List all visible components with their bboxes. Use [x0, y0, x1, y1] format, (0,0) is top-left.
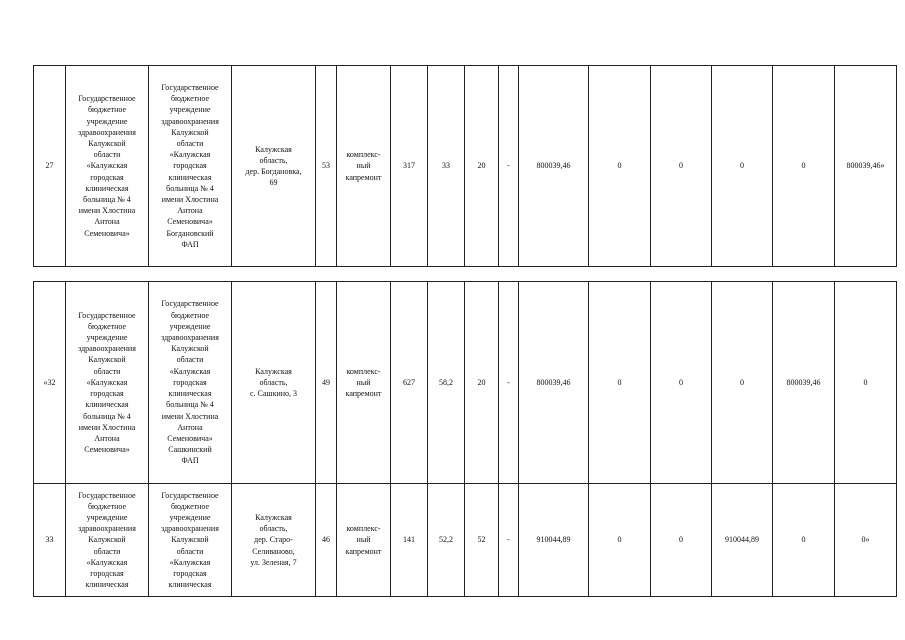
amount-cell: 0 — [651, 66, 712, 267]
facility-address: Калужская область, дер. Старо- Селиваново, ул. Зеленая, 7 — [232, 484, 316, 597]
table-row — [34, 484, 897, 597]
work-type: комплекс- ный капремонт — [337, 66, 391, 267]
facility-address: Калужская область, дер. Богдановка, 69 — [232, 66, 316, 267]
facility-name: Государственное бюджетное учреждение здравоохранения Калужской области «Калужская городская клиническая больница № 4 имени Хлостина Антона Семеновича» Богдановский ФАП — [149, 66, 232, 267]
row-number: 27 — [34, 66, 66, 267]
facility-name: Государственное бюджетное учреждение здравоохранения Калужской области «Калужская городская клиническая больница № 4 имени Хлостина Антона Семеновича» Сашкинский ФАП — [149, 282, 232, 484]
amount-cell: 0 — [773, 66, 835, 267]
institution-name: Государственное бюджетное учреждение здравоохранения Калужской области «Калужская городская клиническая больница № 4 имени Хлостина Антона Семеновича» — [66, 282, 149, 484]
cell-value: 53 — [316, 66, 337, 267]
cell-value: 49 — [316, 282, 337, 484]
cell-value: 627 — [391, 282, 428, 484]
cell-value: 52 — [465, 484, 499, 597]
amount-cell: 800039,46 — [773, 282, 835, 484]
table-lower — [33, 281, 897, 597]
amount-cell: 0 — [712, 66, 773, 267]
work-type: комплекс- ный капремонт — [337, 484, 391, 597]
cell-value: - — [499, 484, 519, 597]
facility-address: Калужская область, с. Сашкино, 3 — [232, 282, 316, 484]
cell-value: 33 — [428, 66, 465, 267]
cell-value: 20 — [465, 66, 499, 267]
total-amount: 910044,89 — [519, 484, 589, 597]
total-amount: 800039,46 — [519, 66, 589, 267]
table-row — [34, 282, 897, 484]
cell-value: 141 — [391, 484, 428, 597]
amount-cell: 0» — [835, 484, 897, 597]
cell-value: 317 — [391, 66, 428, 267]
table-row — [34, 66, 897, 267]
row-number: 33 — [34, 484, 66, 597]
facility-name: Государственное бюджетное учреждение здравоохранения Калужской области «Калужская городская клиническая — [149, 484, 232, 597]
table-upper — [33, 65, 897, 267]
amount-cell: 0 — [651, 484, 712, 597]
cell-value: 46 — [316, 484, 337, 597]
amount-cell: 0 — [589, 66, 651, 267]
amount-cell: 0 — [773, 484, 835, 597]
amount-cell: 800039,46» — [835, 66, 897, 267]
amount-cell: 0 — [651, 282, 712, 484]
amount-cell: 910044,89 — [712, 484, 773, 597]
cell-value: - — [499, 66, 519, 267]
amount-cell: 0 — [712, 282, 773, 484]
institution-name: Государственное бюджетное учреждение здравоохранения Калужской области «Калужская городская клиническая больница № 4 имени Хлостина Антона Семеновича» — [66, 66, 149, 267]
amount-cell: 0 — [835, 282, 897, 484]
cell-value: - — [499, 282, 519, 484]
total-amount: 800039,46 — [519, 282, 589, 484]
cell-value: 58,2 — [428, 282, 465, 484]
cell-value: 52,2 — [428, 484, 465, 597]
amount-cell: 0 — [589, 282, 651, 484]
row-number: «32 — [34, 282, 66, 484]
work-type: комплекс- ный капремонт — [337, 282, 391, 484]
institution-name: Государственное бюджетное учреждение здравоохранения Калужской области «Калужская городская клиническая — [66, 484, 149, 597]
amount-cell: 0 — [589, 484, 651, 597]
cell-value: 20 — [465, 282, 499, 484]
